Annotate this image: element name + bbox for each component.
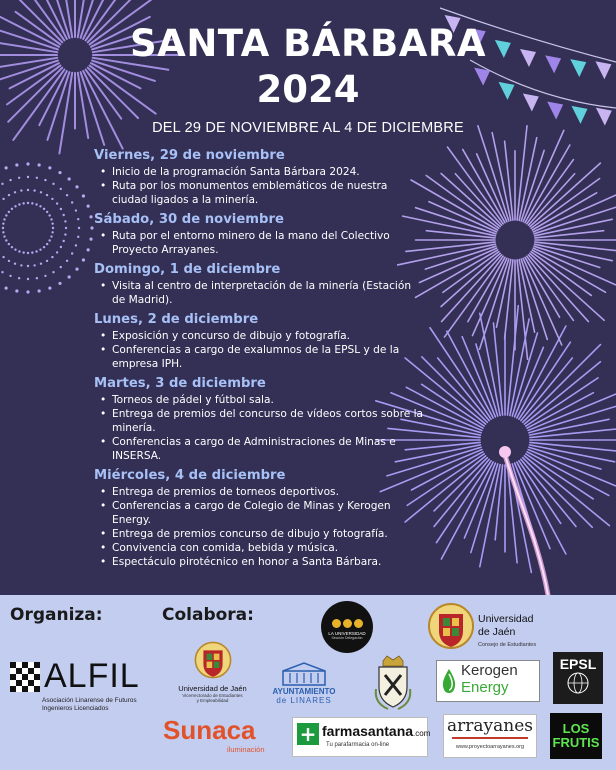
firework-spark	[14, 205, 16, 207]
firework-ray	[443, 252, 499, 293]
ujaen-vice-sub-2: y Empleabilidad	[196, 698, 229, 703]
activity-list	[94, 279, 424, 307]
epsl-logo	[553, 652, 603, 704]
farmasantana-logo	[292, 717, 431, 757]
globe-icon	[563, 672, 593, 694]
firework-right-top	[398, 126, 616, 360]
firework-spark	[15, 289, 18, 292]
firework-spark	[27, 252, 29, 254]
firework-spark	[2, 222, 4, 224]
firework-spark	[31, 251, 33, 253]
firework-spark	[89, 238, 92, 241]
firework-spark	[27, 265, 29, 267]
ujaen-vicerrectorado-logo	[170, 640, 255, 722]
firework-spark	[18, 277, 20, 279]
firework-spark	[14, 248, 16, 250]
firework-spark	[46, 260, 48, 262]
drop-icon	[441, 668, 457, 694]
activity-list	[94, 393, 424, 463]
activity-item: • Ruta por el entorno minero de la mano del Colectivo Proyecto Arrayanes.	[94, 229, 424, 257]
firework-spark	[68, 275, 71, 278]
ayuntamiento-line1: AYUNTAMIENTO	[272, 687, 336, 696]
firework-spark	[11, 246, 13, 248]
activity-item: • Exposición y concurso de dibujo y fotografía.	[94, 329, 424, 343]
day-title: Martes, 3 de diciembre	[94, 376, 266, 391]
alfil-logo	[8, 657, 158, 717]
firework-spark	[20, 264, 22, 266]
firework-spark	[48, 166, 51, 169]
firework-spark	[75, 185, 78, 188]
firework-spark	[58, 282, 61, 285]
firework-spark	[68, 177, 71, 180]
firework-spark	[8, 243, 10, 245]
firework-spark	[26, 290, 29, 293]
activity-item: • Torneos de pádel y fútbol sala.	[94, 393, 424, 407]
arrayanes-name: arrayanes	[447, 716, 533, 736]
alfil-name: ALFIL	[44, 657, 140, 695]
firework-spark	[2, 227, 4, 229]
firework-spark	[77, 236, 79, 238]
firework-spark	[43, 208, 45, 210]
activity-list	[94, 229, 424, 257]
firework-spark	[33, 264, 35, 266]
firework-spark	[5, 214, 7, 216]
farmasantana-sub: Tu parafarmacia on-line	[326, 742, 390, 748]
universidad-delegacion-logo	[321, 601, 373, 653]
losfrutis-line1: LOS	[562, 721, 590, 736]
firework-spark	[44, 275, 46, 277]
firework-spark	[75, 268, 78, 271]
town-hall-icon	[281, 661, 327, 687]
firework-left-dots	[0, 162, 94, 293]
ujaen-crest-icon	[428, 601, 474, 651]
kerogen-logo	[436, 660, 540, 702]
day-block	[94, 211, 424, 257]
firework-spark	[82, 258, 85, 261]
organiza-label: Organiza:	[10, 605, 103, 625]
firework-spark	[75, 209, 77, 211]
title-line-1: SANTA BÁRBARA	[130, 22, 486, 65]
firework-spark	[46, 243, 48, 245]
activity-list	[94, 329, 424, 371]
firework-spark	[51, 231, 53, 233]
firework-ray	[447, 147, 503, 224]
firework-spark	[71, 201, 73, 203]
sunaca-name: Sunaca	[163, 715, 256, 745]
firework-spark	[60, 266, 62, 268]
day-title: Lunes, 2 de diciembre	[94, 312, 259, 327]
mining-crest-icon	[370, 655, 416, 711]
firework-spark	[51, 256, 53, 258]
firework-ray	[462, 337, 495, 417]
firework-spark	[5, 239, 7, 241]
date-range: DEL 29 DE NOVIEMBRE AL 4 DE DICIEMBRE	[152, 120, 464, 136]
firework-ray	[495, 465, 502, 540]
firework-spark	[27, 202, 29, 204]
schedule	[94, 147, 424, 573]
firework-spark	[9, 179, 11, 181]
sunaca-sub: iluminación	[227, 745, 265, 754]
firework-spark	[40, 263, 42, 265]
colabora-label: Colabora:	[162, 605, 254, 625]
firework-ray	[464, 463, 495, 538]
firework-spark	[36, 277, 38, 279]
firework-spark	[33, 189, 35, 191]
firework-spark	[18, 203, 20, 205]
firework-spark	[44, 179, 46, 181]
ayuntamiento-line2: de LINARES	[276, 696, 332, 705]
firework-ray	[419, 248, 496, 282]
firework-spark	[65, 227, 67, 229]
activity-item: • Conferencias a cargo de Colegio de Minas y Kerogen Energy.	[94, 499, 424, 527]
firework-spark	[11, 208, 13, 210]
alfil-sub-1: Asociación Linarense de Futuros	[42, 697, 137, 704]
day-title: Miércoles, 4 de diciembre	[94, 468, 286, 483]
ujaen-consejo-line2: de Jaén	[478, 626, 516, 638]
activity-item: • Espectáculo pirotécnico en honor a Santa Bárbara.	[94, 555, 424, 569]
day-title: Domingo, 1 de diciembre	[94, 262, 281, 277]
firework-spark	[63, 240, 65, 242]
ujaen-crest-icon-2	[193, 640, 233, 680]
firework-spark	[46, 194, 48, 196]
firework-spark	[14, 263, 16, 265]
firework-spark	[51, 198, 53, 200]
firework-spark	[60, 208, 62, 210]
activity-item: • Conferencias a cargo de Administraciones de Minas e INSERSA.	[94, 435, 424, 463]
universidad-delegacion-sub: Sección Delegación	[331, 635, 363, 640]
firework-spark	[63, 214, 65, 216]
firework-ray	[528, 174, 574, 225]
firework-spark	[3, 218, 5, 220]
activity-list	[94, 165, 424, 207]
firework-spark	[50, 235, 52, 237]
firework-spark	[18, 177, 20, 179]
alfil-sub-2: Ingenieros Licenciados	[42, 705, 109, 712]
firework-spark	[1, 271, 3, 273]
firework-spark	[2, 231, 4, 233]
firework-spark	[9, 275, 11, 277]
firework-spark	[75, 244, 77, 246]
firework-spark	[71, 252, 73, 254]
firework-spark	[38, 163, 41, 166]
firework-spark	[20, 189, 22, 191]
day-title: Viernes, 29 de noviembre	[94, 148, 285, 163]
activity-list	[94, 485, 424, 569]
firework-spark	[87, 248, 90, 251]
firework-spark	[27, 189, 29, 191]
firework-spark	[39, 205, 41, 207]
firework-spark	[87, 205, 90, 208]
firework-spark	[64, 233, 66, 235]
firework-spark	[58, 171, 61, 174]
firework-spark	[52, 227, 54, 229]
firework-spark	[8, 211, 10, 213]
firework-spark	[66, 194, 68, 196]
firework-spark	[27, 278, 29, 280]
firework-spark	[2, 256, 4, 258]
firework-ray	[472, 258, 506, 335]
firework-spark	[48, 287, 51, 290]
firework-spark	[78, 227, 80, 229]
firework-spark	[89, 215, 92, 218]
firework-spark	[18, 250, 20, 252]
firework-spark	[64, 220, 66, 222]
ayuntamiento-logo	[265, 655, 343, 711]
firework-spark	[39, 248, 41, 250]
day-block	[94, 375, 424, 463]
kerogen-line1: Kerogen	[461, 662, 518, 679]
firework-spark	[15, 163, 18, 166]
firework-spark	[82, 194, 85, 197]
firework-spark	[50, 218, 52, 220]
ujaen-consejo-logo	[428, 599, 548, 655]
sunaca-logo	[163, 715, 275, 757]
firework-ray	[534, 206, 616, 234]
firework-spark	[38, 289, 41, 292]
firework-spark	[46, 211, 48, 213]
activity-item: • Entrega de premios concurso de dibujo y fotografía.	[94, 527, 424, 541]
activity-item: • Visita al centro de interpretación de la minería (Estación de Madrid).	[94, 279, 424, 307]
ujaen-vice-name: Universidad de Jaén	[178, 684, 247, 693]
day-block	[94, 311, 424, 371]
firework-spark	[60, 188, 62, 190]
firework-spark	[2, 198, 4, 200]
firework-spark	[5, 166, 8, 169]
firework-spark	[35, 250, 37, 252]
firework-spark	[14, 191, 16, 193]
firework-spark	[56, 251, 58, 253]
arrayanes-sub: www.proyectoarrayanes.org	[455, 744, 525, 750]
kerogen-line2: Energy	[461, 679, 509, 696]
firework-spark	[43, 246, 45, 248]
firework-spark	[52, 183, 54, 185]
firework-spark	[8, 260, 10, 262]
farmasantana-name: farmasantana	[322, 723, 414, 739]
firework-spark	[48, 214, 50, 216]
firework-spark	[35, 203, 37, 205]
colegio-minas-logo	[368, 653, 418, 713]
day-title: Sábado, 30 de noviembre	[94, 212, 284, 227]
activity-item: • Conferencias a cargo de exalumnos de la EPSL y de la empresa IPH.	[94, 343, 424, 371]
firework-spark	[5, 287, 8, 290]
firework-ray	[429, 202, 497, 232]
farmasantana-suffix: .com	[413, 729, 431, 738]
losfrutis-logo	[550, 713, 602, 759]
activity-item: • Inicio de la programación Santa Bárbara 2024.	[94, 165, 424, 179]
firework-spark	[3, 235, 5, 237]
activity-item: • Convivencia con comida, bebida y música.	[94, 541, 424, 555]
firework-ray	[455, 174, 501, 225]
firework-spark	[77, 218, 79, 220]
firework-spark	[60, 246, 62, 248]
firework-spark	[22, 202, 24, 204]
firework-spark	[51, 222, 53, 224]
firework-spark	[31, 202, 33, 204]
ujaen-vice-sub-1: Vicerrectorado de Estudiantes	[182, 693, 243, 698]
firework-spark	[40, 191, 42, 193]
day-block	[94, 467, 424, 569]
day-block	[94, 147, 424, 207]
firework-ray	[530, 419, 610, 435]
ujaen-consejo-line1: Universidad	[478, 613, 534, 625]
firework-spark	[56, 202, 58, 204]
firework-spark	[52, 271, 54, 273]
day-block	[94, 261, 424, 307]
firework-spark	[48, 239, 50, 241]
arrayanes-logo	[443, 714, 537, 758]
universidad-delegacion-text: LA UNIVERSIDAD	[328, 630, 366, 636]
chessboard-icon	[10, 662, 40, 692]
ujaen-consejo-sub: Consejo de Estudiantes	[478, 642, 537, 648]
firework-spark	[26, 162, 29, 165]
activity-item: • Entrega de premios del concurso de vídeos cortos sobre la minería.	[94, 407, 424, 435]
firework-spark	[66, 260, 68, 262]
firework-spark	[8, 194, 10, 196]
firework-ray	[477, 154, 507, 222]
firework-spark	[1, 183, 3, 185]
epsl-name: EPSL	[559, 656, 597, 672]
cross-icon: +	[297, 723, 319, 745]
firework-ray	[422, 384, 485, 426]
activity-item: • Ruta por los monumentos emblemáticos de nuestra ciudad ligados a la minería.	[94, 179, 424, 207]
firework-spark	[36, 177, 38, 179]
activity-item: • Entrega de premios de torneos deportivos.	[94, 485, 424, 499]
title-line-2: 2024	[256, 68, 360, 111]
firework-spark	[27, 176, 29, 178]
sponsors-footer	[0, 595, 616, 770]
firework-spark	[22, 251, 24, 253]
losfrutis-line2: FRUTIS	[552, 735, 600, 750]
